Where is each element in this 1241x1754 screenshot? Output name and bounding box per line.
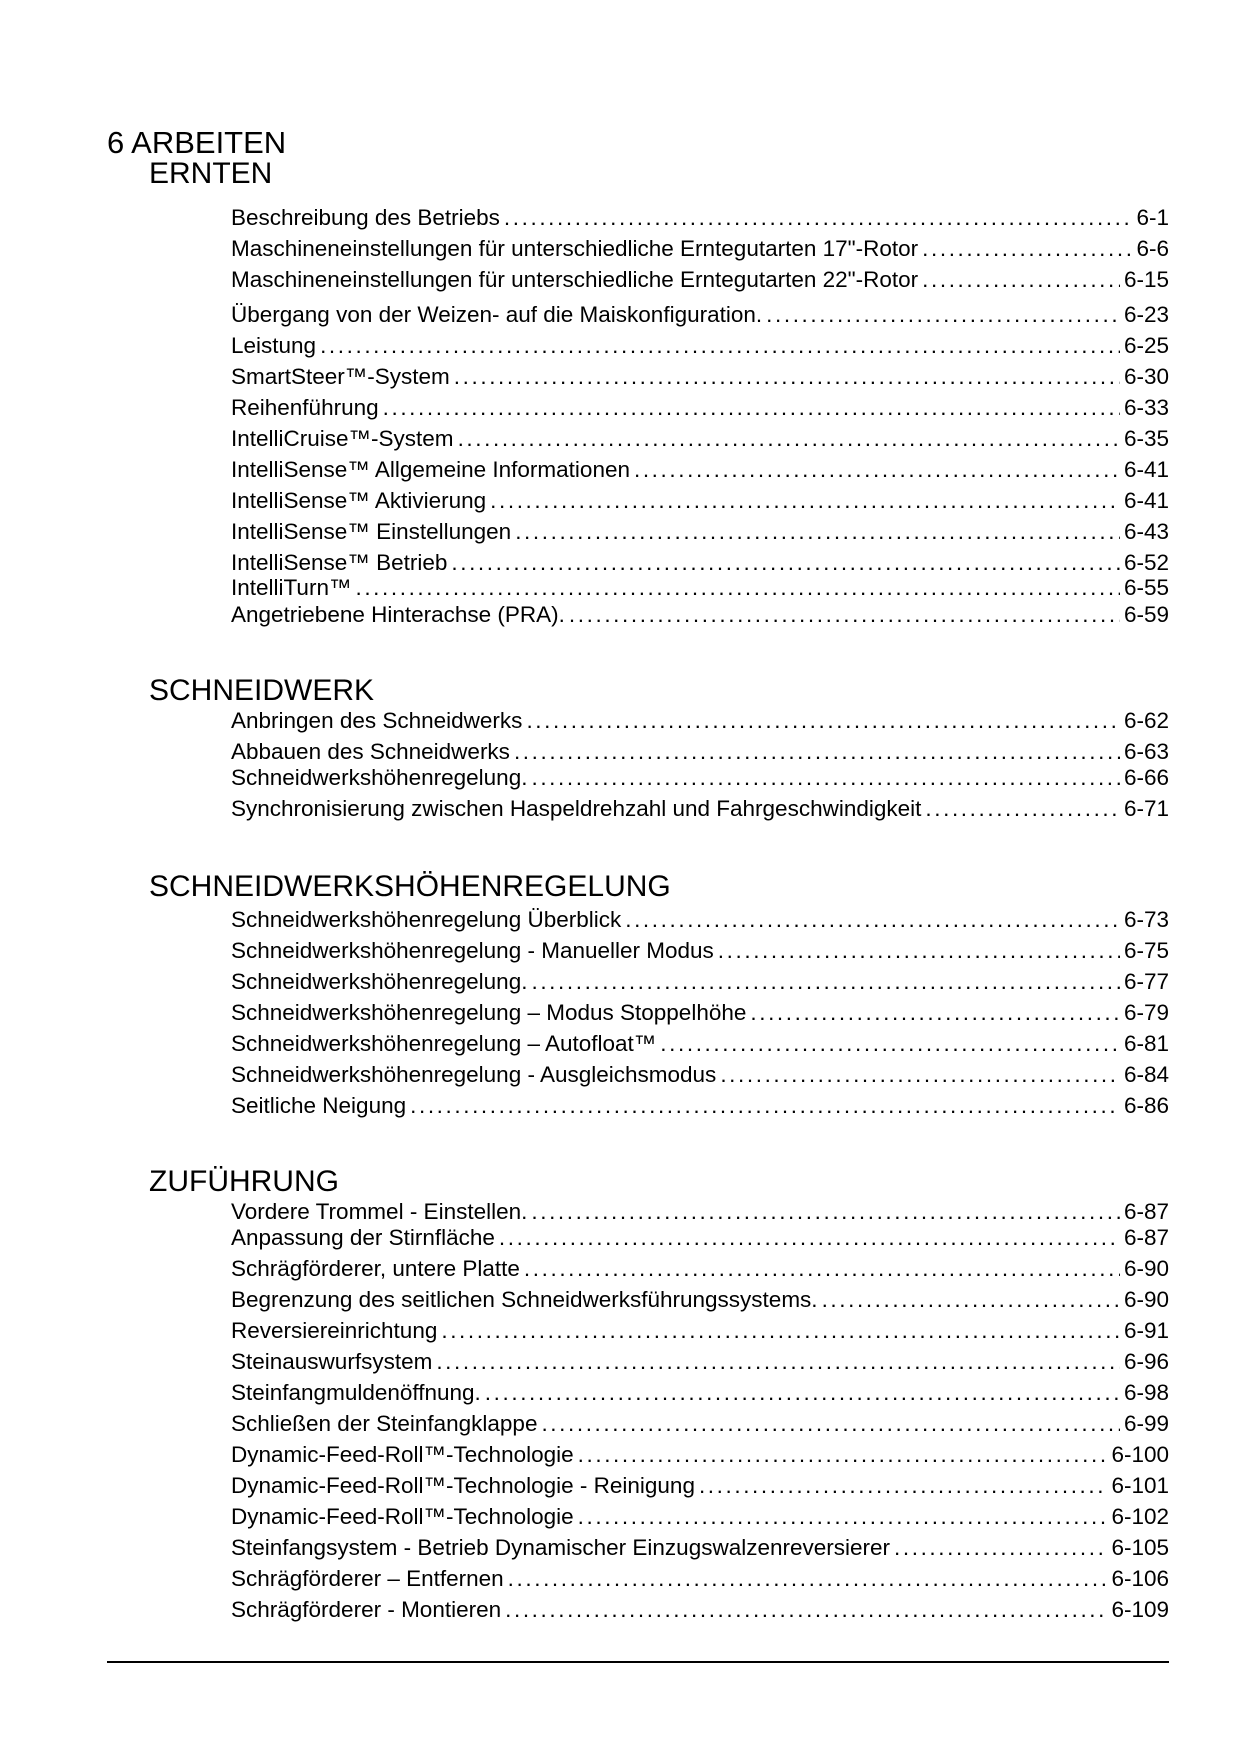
toc-entry[interactable] <box>231 1411 1169 1437</box>
toc-entry-page: 6-52 <box>1123 550 1169 575</box>
dot-leader <box>625 907 1120 933</box>
toc-entry-title: Schließen der Steinfangklappe <box>231 1411 538 1436</box>
toc-entry-page: 6-90 <box>1123 1256 1169 1281</box>
toc-entry[interactable] <box>231 1442 1169 1468</box>
chapter-title <box>107 125 286 161</box>
toc-entry-title: Anpassung der Stirnfläche <box>231 1225 495 1250</box>
toc-entry-title: Schrägförderer – Entfernen <box>231 1566 504 1591</box>
toc-entry-page: 6-101 <box>1111 1473 1169 1498</box>
toc-entry-page: 6-86 <box>1123 1093 1169 1118</box>
toc-entry-title: Steinfangsystem - Betrieb Dynamischer Einzugswalzenreversierer <box>231 1535 891 1560</box>
section-heading-zufuehrung: ZUFÜHRUNG <box>149 1165 339 1198</box>
dot-leader <box>451 550 1120 576</box>
toc-entry[interactable] <box>231 1473 1169 1499</box>
toc-entry[interactable] <box>231 969 1169 995</box>
toc-entry-title: IntelliTurn™ <box>231 575 352 600</box>
toc-entry-title: Maschineneinstellungen für unterschiedliche Erntegutarten 17"-Rotor <box>231 236 919 261</box>
toc-entry-page: 6-41 <box>1123 457 1169 482</box>
dot-leader <box>531 765 1119 791</box>
toc-entry-page: 6-71 <box>1123 796 1169 821</box>
toc-entry[interactable] <box>231 938 1169 964</box>
toc-entry[interactable] <box>231 739 1169 765</box>
dot-leader <box>531 969 1119 995</box>
toc-entry-page: 6-15 <box>1123 267 1169 292</box>
dot-leader <box>541 1411 1120 1437</box>
dot-leader <box>436 1349 1120 1375</box>
dot-leader <box>355 575 1119 601</box>
toc-entry-page: 6-98 <box>1123 1380 1169 1405</box>
toc-entry[interactable] <box>231 1349 1169 1375</box>
toc-entry-title: Schneidwerkshöhenregelung. <box>231 969 528 994</box>
toc-entry-title: Übergang von der Weizen- auf die Maiskonfiguration. <box>231 302 763 327</box>
toc-entry[interactable] <box>231 1000 1169 1026</box>
toc-entry-title: Dynamic-Feed-Roll™-Technologie <box>231 1442 574 1467</box>
toc-entry-page: 6-79 <box>1123 1000 1169 1025</box>
dot-leader <box>822 1287 1120 1313</box>
dot-leader <box>699 1473 1108 1499</box>
toc-entry[interactable] <box>231 1380 1169 1406</box>
toc-entry[interactable] <box>231 907 1169 933</box>
toc-entry-page: 6-102 <box>1111 1504 1169 1529</box>
dot-leader <box>485 1380 1120 1406</box>
dot-leader <box>441 1318 1120 1344</box>
toc-entry-page: 6-23 <box>1123 302 1169 327</box>
toc-entry-page: 6-55 <box>1123 575 1169 600</box>
toc-entry-page: 6-30 <box>1123 364 1169 389</box>
toc-entry-page: 6-84 <box>1123 1062 1169 1087</box>
chapter-number: 6 <box>107 125 125 160</box>
chapter-name: ARBEITEN <box>131 125 287 160</box>
toc-entry[interactable] <box>231 333 1169 359</box>
toc-entry[interactable] <box>231 1062 1169 1088</box>
toc-entry[interactable] <box>231 1225 1169 1251</box>
dot-leader <box>515 519 1120 545</box>
toc-entry-page: 6-100 <box>1111 1442 1169 1467</box>
section-heading-schneidwerk: SCHNEIDWERK <box>149 674 375 707</box>
dot-leader <box>505 1597 1107 1623</box>
toc-entry-page: 6-91 <box>1123 1318 1169 1343</box>
toc-entry-title: Schneidwerkshöhenregelung – Modus Stoppelhöhe <box>231 1000 747 1025</box>
toc-entry[interactable] <box>231 1566 1169 1592</box>
toc-entry-title: Dynamic-Feed-Roll™-Technologie - Reinigung <box>231 1473 695 1498</box>
toc-entry[interactable] <box>231 426 1169 452</box>
toc-entry[interactable] <box>231 1287 1169 1313</box>
toc-entry-page: 6-66 <box>1123 765 1169 790</box>
toc-entry-title: Beschreibung des Betriebs <box>231 205 500 230</box>
toc-entry[interactable] <box>231 765 1169 791</box>
toc-entry[interactable] <box>231 395 1169 421</box>
toc-entry[interactable] <box>231 550 1169 576</box>
dot-leader <box>526 708 1120 734</box>
toc-entry-title: IntelliSense™ Betrieb <box>231 550 448 575</box>
dot-leader <box>578 1504 1108 1530</box>
toc-entry[interactable] <box>231 1318 1169 1344</box>
toc-entry-page: 6-105 <box>1111 1535 1169 1560</box>
dot-leader <box>410 1093 1120 1119</box>
section-heading-schneidwerkshoehenregelung: SCHNEIDWERKSHÖHENREGELUNG <box>149 870 671 903</box>
toc-entry[interactable] <box>231 364 1169 390</box>
dot-leader <box>750 1000 1120 1026</box>
footer-divider <box>107 1661 1169 1663</box>
toc-entry-title: Reversiereinrichtung <box>231 1318 438 1343</box>
toc-entry-page: 6-75 <box>1123 938 1169 963</box>
toc-entry-title: Schrägförderer, untere Platte <box>231 1256 520 1281</box>
toc-entry-page: 6-99 <box>1123 1411 1169 1436</box>
toc-entry-title: Leistung <box>231 333 317 358</box>
toc-entry-page: 6-109 <box>1111 1597 1169 1622</box>
toc-entry[interactable] <box>231 302 1169 328</box>
toc-entry[interactable] <box>231 1199 1169 1225</box>
dot-leader <box>578 1442 1108 1468</box>
toc-entry-page: 6-81 <box>1123 1031 1169 1056</box>
toc-entry-title: Schneidwerkshöhenregelung – Autofloat™ <box>231 1031 657 1056</box>
dot-leader <box>514 739 1120 765</box>
dot-leader <box>454 364 1120 390</box>
toc-entry-page: 6-41 <box>1123 488 1169 513</box>
toc-entry[interactable] <box>231 796 1169 822</box>
toc-entry-page: 6-33 <box>1123 395 1169 420</box>
dot-leader <box>383 395 1120 421</box>
toc-entry[interactable] <box>231 1256 1169 1282</box>
toc-entry-title: Schneidwerkshöhenregelung - Ausgleichsmodus <box>231 1062 717 1087</box>
toc-entry-title: Angetriebene Hinterachse (PRA). <box>231 602 565 627</box>
toc-entry-page: 6-62 <box>1123 708 1169 733</box>
toc-entry-title: Steinfangmuldenöffnung. <box>231 1380 481 1405</box>
toc-entry-title: Reihenführung <box>231 395 379 420</box>
toc-entry-page: 6-35 <box>1123 426 1169 451</box>
dot-leader <box>504 205 1133 231</box>
dot-leader <box>569 602 1120 628</box>
toc-entry[interactable] <box>231 236 1169 262</box>
dot-leader <box>894 1535 1107 1561</box>
dot-leader <box>925 796 1120 822</box>
toc-entry[interactable] <box>231 1031 1169 1057</box>
toc-entry-title: Schneidwerkshöhenregelung - Manueller Modus <box>231 938 714 963</box>
toc-entry-title: Dynamic-Feed-Roll™-Technologie <box>231 1504 574 1529</box>
toc-entry[interactable] <box>231 1093 1169 1119</box>
dot-leader <box>922 236 1132 262</box>
toc-entry-page: 6-96 <box>1123 1349 1169 1374</box>
toc-entry-title: Synchronisierung zwischen Haspeldrehzahl und Fahrgeschwindigkeit <box>231 796 922 821</box>
dot-leader <box>524 1256 1120 1282</box>
toc-entry[interactable] <box>231 1535 1169 1561</box>
toc-entry-title: Begrenzung des seitlichen Schneidwerksführungssystems. <box>231 1287 818 1312</box>
section-heading-ernten: ERNTEN <box>149 157 273 190</box>
dot-leader <box>320 333 1120 359</box>
toc-entry-page: 6-87 <box>1123 1199 1169 1224</box>
dot-leader <box>720 1062 1120 1088</box>
toc-entry[interactable] <box>231 519 1169 545</box>
dot-leader <box>508 1566 1108 1592</box>
toc-entry-page: 6-6 <box>1136 236 1169 261</box>
toc-entry-title: Anbringen des Schneidwerks <box>231 708 523 733</box>
toc-entry[interactable] <box>231 267 1169 293</box>
toc-entry-title: Schneidwerkshöhenregelung Überblick <box>231 907 622 932</box>
toc-entry-title: IntelliSense™ Allgemeine Informationen <box>231 457 630 482</box>
dot-leader <box>922 267 1120 293</box>
toc-entry[interactable] <box>231 457 1169 483</box>
toc-entry-page: 6-1 <box>1136 205 1169 230</box>
toc-entry-page: 6-59 <box>1123 602 1169 627</box>
toc-entry[interactable] <box>231 708 1169 734</box>
dot-leader <box>531 1199 1120 1225</box>
toc-entry-page: 6-77 <box>1123 969 1169 994</box>
toc-entry-page: 6-106 <box>1111 1566 1169 1591</box>
toc-entry[interactable] <box>231 1504 1169 1530</box>
toc-entry-page: 6-25 <box>1123 333 1169 358</box>
toc-entry-page: 6-43 <box>1123 519 1169 544</box>
dot-leader <box>458 426 1120 452</box>
toc-entry[interactable] <box>231 488 1169 514</box>
toc-entry-page: 6-63 <box>1123 739 1169 764</box>
toc-entry-title: IntelliCruise™-System <box>231 426 454 451</box>
toc-entry[interactable] <box>231 1597 1169 1623</box>
toc-entry-page: 6-90 <box>1123 1287 1169 1312</box>
toc-entry[interactable] <box>231 602 1169 628</box>
toc-entry[interactable] <box>231 205 1169 231</box>
toc-entry-title: Schrägförderer - Montieren <box>231 1597 502 1622</box>
toc-entry-title: SmartSteer™-System <box>231 364 450 389</box>
dot-leader <box>634 457 1120 483</box>
toc-entry-title: Schneidwerkshöhenregelung. <box>231 765 528 790</box>
toc-entry-title: Seitliche Neigung <box>231 1093 407 1118</box>
dot-leader <box>766 302 1120 328</box>
toc-entry-title: Maschineneinstellungen für unterschiedliche Erntegutarten 22"-Rotor <box>231 267 919 292</box>
dot-leader <box>490 488 1120 514</box>
toc-entry-title: Steinauswurfsystem <box>231 1349 433 1374</box>
toc-entry[interactable] <box>231 575 1169 601</box>
dot-leader <box>499 1225 1120 1251</box>
toc-entry-page: 6-87 <box>1123 1225 1169 1250</box>
toc-entry-title: IntelliSense™ Einstellungen <box>231 519 512 544</box>
toc-entry-page: 6-73 <box>1123 907 1169 932</box>
dot-leader <box>718 938 1120 964</box>
dot-leader <box>660 1031 1120 1057</box>
toc-entry-title: IntelliSense™ Aktivierung <box>231 488 487 513</box>
toc-entry-title: Vordere Trommel - Einstellen. <box>231 1199 528 1224</box>
toc-entry-title: Abbauen des Schneidwerks <box>231 739 510 764</box>
